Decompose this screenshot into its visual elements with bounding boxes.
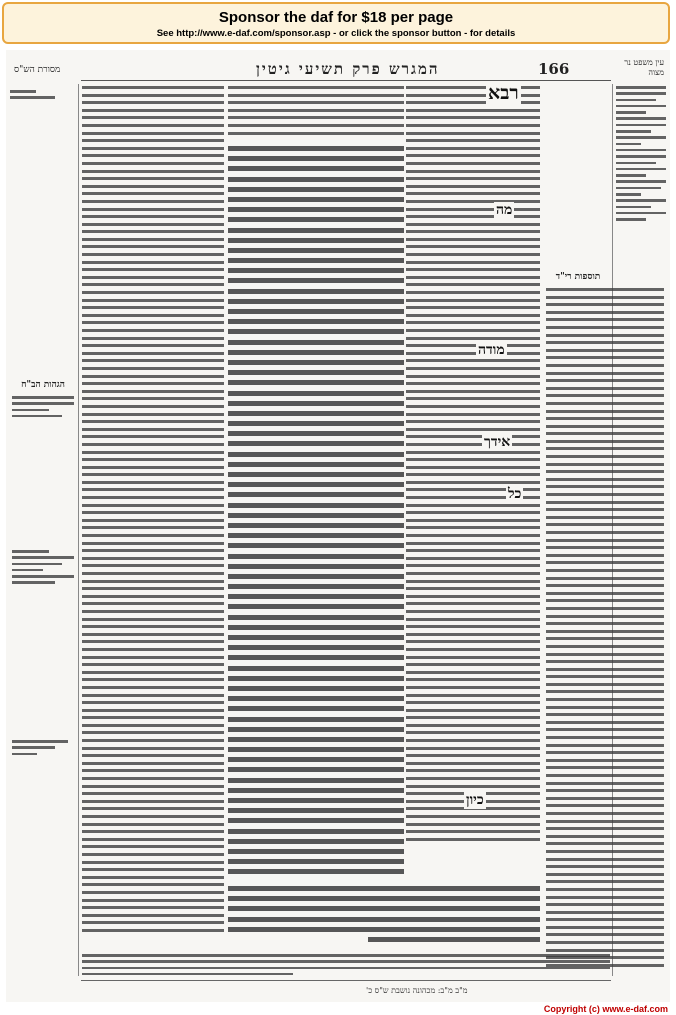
sponsor-details-link[interactable]: See http://www.e-daf.com/sponsor.asp - or click the sponsor button - for details xyxy=(156,28,516,39)
dibur-aider: אידך xyxy=(484,434,511,450)
gemara-wide-lines xyxy=(228,886,540,950)
hagahot-habach-text xyxy=(12,396,74,426)
sponsor-banner[interactable] xyxy=(2,2,670,44)
dibur-kol: כל xyxy=(508,486,522,502)
hagahot-habach-label: הגהות הב"ח xyxy=(21,380,65,390)
dibur-moda: מודה xyxy=(478,342,505,358)
bottom-commentary xyxy=(82,954,610,978)
copyright-notice: Copyright (c) www.e-daf.com xyxy=(543,1004,668,1014)
page-number: 166 xyxy=(538,60,570,78)
masoret-hashas-notes xyxy=(10,90,74,350)
dibur-kivan: כיון xyxy=(466,792,484,808)
rashi-commentary xyxy=(406,86,540,846)
header-rule xyxy=(81,80,611,81)
tosafot-top-lines xyxy=(228,86,404,142)
tosafot-rid-text xyxy=(546,288,664,976)
ein-mishpat-notes xyxy=(616,86,666,236)
gemara-main-text xyxy=(228,146,404,886)
left-margin-divider xyxy=(78,84,79,976)
chapter-title: המגרש פרק תשיעי גיטין xyxy=(256,60,440,78)
dibur-raba: רבא xyxy=(488,82,519,104)
masoret-hashas-header: מסורת הש"ס xyxy=(14,65,61,75)
ein-mishpat-header: עין משפט נר מצוה xyxy=(624,58,664,77)
dibur-mah: מה xyxy=(496,202,513,218)
tosafot-rid-label: תוספות רי"ד xyxy=(555,272,601,282)
talmud-page-scan xyxy=(6,50,670,1002)
footnote-rule xyxy=(81,980,611,981)
sponsor-headline[interactable]: Sponsor the daf for $18 per page xyxy=(218,9,454,26)
footnote: מ"ב מ"ב: מכהונה נושבת ש"ס כ' xyxy=(366,986,468,995)
left-margin-references-2 xyxy=(12,740,74,800)
tosafot-commentary xyxy=(82,86,224,956)
left-margin-references xyxy=(12,550,74,670)
